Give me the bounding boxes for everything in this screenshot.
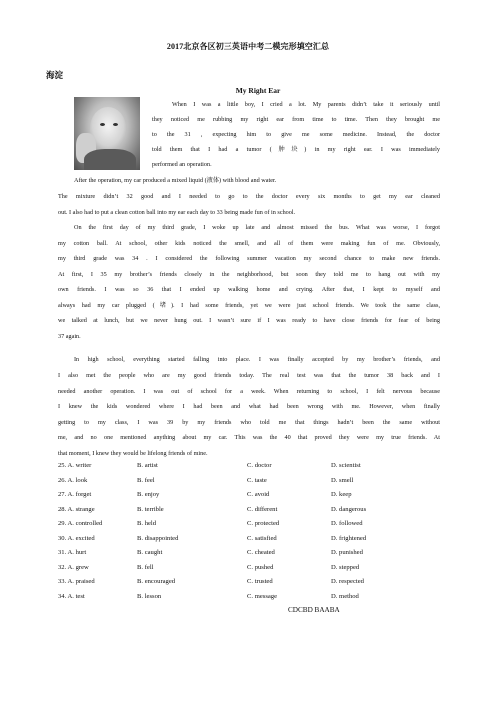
passage-line: The mixture didn’t 32 good and I needed to go to the doctor every six months to get my ear cleaned bbox=[58, 193, 440, 200]
option-d: D. keep bbox=[331, 491, 352, 498]
option-d: D. stepped bbox=[331, 563, 360, 571]
passage-line: me, and no one mentioned anything about my car. This was the 40 that proved they were my true friends. At bbox=[58, 434, 440, 441]
passage-line: I knew the kids wondered where I had been and what had been wrong with me. However, when finally bbox=[58, 403, 440, 410]
option-b: B. fell bbox=[137, 563, 154, 571]
passage-line: When I was a little boy, I cried a lot. My parents didn’t take it seriously until bbox=[172, 101, 440, 108]
option-a: 33. A. praised bbox=[58, 578, 95, 585]
passage-line: to the 31 , expecting him to give me some medicine. Instead, the doctor bbox=[152, 131, 440, 138]
option-b: B. lesson bbox=[137, 592, 162, 600]
passage-line: they noticed me rubbing my right ear from time to time. Then they brought me bbox=[152, 116, 440, 123]
passage-line: we talked at lunch, but we never hung out. I wasn’t sure if I was ready to have close friends for fear of being bbox=[58, 317, 440, 324]
option-c: C. avoid bbox=[247, 491, 270, 498]
option-b: B. enjoy bbox=[137, 491, 160, 498]
option-c: C. message bbox=[247, 592, 278, 600]
option-a: 32. A. grew bbox=[58, 563, 89, 571]
document-title: 2017北京各区初三英语中考二模完形填空汇总 bbox=[166, 42, 330, 51]
option-a: 29. A. controlled bbox=[58, 520, 103, 527]
option-d: D. followed bbox=[331, 520, 363, 527]
option-c: C. trusted bbox=[247, 578, 273, 585]
option-c: C. taste bbox=[247, 476, 267, 484]
passage-line: At first, I 35 my brother’s friends closely in the neighborhood, but soon they told me to hang out with my bbox=[58, 271, 440, 278]
passage-line: In high school, everything started falling into place. I was finally accepted by my brother’s friends, and bbox=[74, 356, 440, 363]
option-b: B. disappointed bbox=[137, 534, 179, 542]
option-a: 28. A. strange bbox=[58, 505, 95, 513]
option-a: 27. A. forget bbox=[58, 491, 92, 498]
passage-line: needed another operation. I was out of school for a week. When returning to school, I felt nervous because bbox=[58, 388, 440, 395]
option-b: B. held bbox=[137, 520, 157, 527]
option-d: D. frightened bbox=[331, 534, 367, 542]
child-shirt bbox=[84, 149, 136, 170]
option-a: 26. A. look bbox=[58, 476, 88, 484]
option-b: B. terrible bbox=[137, 505, 164, 513]
option-b: B. encouraged bbox=[137, 578, 176, 585]
answer-key: CDCBD BAABA bbox=[288, 606, 340, 614]
option-d: D. smell bbox=[331, 476, 354, 484]
child-photo-image bbox=[74, 97, 140, 170]
passage-line: On the first day of my third grade, I woke up late and almost missed the bus. What was worse, I forgot bbox=[74, 224, 440, 231]
option-d: D. scientist bbox=[331, 462, 361, 469]
option-d: D. respected bbox=[331, 578, 364, 585]
option-c: C. pushed bbox=[247, 563, 274, 571]
passage-line: performed an operation. bbox=[152, 161, 212, 168]
passage-line: own friends. I was so 36 that I ended up walking home and crying. After that, I kept to myself and bbox=[58, 286, 440, 293]
option-a: 34. A. test bbox=[58, 592, 85, 600]
option-a: 30. A. excited bbox=[58, 534, 95, 542]
passage-line: my cotton ball. At school, other kids noticed the smell, and all of them were making fun of me. Obviously, bbox=[58, 240, 440, 247]
passage-line: my third grade was 34 . I considered the following summer vacation my second chance to make new friends. bbox=[58, 255, 440, 262]
passage-title: My Right Ear bbox=[235, 86, 281, 95]
passage-line: 37 again. bbox=[58, 333, 81, 340]
passage-line: always had my car plugged (堵). I had some friends, yet we were just school friends. We took the same class, bbox=[58, 302, 440, 309]
option-d: D. punished bbox=[331, 549, 363, 556]
option-c: C. cheated bbox=[247, 549, 275, 556]
passage-line: told them that I had a tumor (肿块) in my right ear. I was immediately bbox=[152, 146, 440, 153]
option-b: B. caught bbox=[137, 549, 163, 556]
option-a: 25. A. writer bbox=[58, 462, 92, 469]
option-b: B. feel bbox=[137, 476, 155, 484]
passage-line: After the operation, my car produced a mixed liquid (液体) with blood and water. bbox=[74, 177, 277, 184]
region-heading: 海淀 bbox=[46, 70, 64, 80]
passage-line: I also met the people who are my good friends today. The real test was that the tumor 38 back and I bbox=[58, 372, 440, 379]
option-c: C. different bbox=[247, 505, 278, 513]
child-eye-left bbox=[100, 123, 105, 126]
passage-line: that moment, I knew they would be lifelong friends of mine. bbox=[58, 450, 208, 457]
passage-line: getting to my class, I was 39 by my friends who told me that things hadn’t been the same without bbox=[58, 419, 440, 426]
option-c: C. doctor bbox=[247, 462, 272, 469]
option-b: B. artist bbox=[137, 462, 158, 469]
option-a: 31. A. hurt bbox=[58, 549, 87, 556]
option-c: C. satisfied bbox=[247, 534, 277, 542]
option-d: D. dangerous bbox=[331, 505, 367, 513]
option-c: C. protected bbox=[247, 520, 280, 527]
passage-line: out. I also had to put a clean cotton ball into my ear each day to 33 being made fun of in school. bbox=[58, 209, 296, 216]
child-eye-right bbox=[113, 123, 118, 126]
option-d: D. method bbox=[331, 592, 359, 600]
